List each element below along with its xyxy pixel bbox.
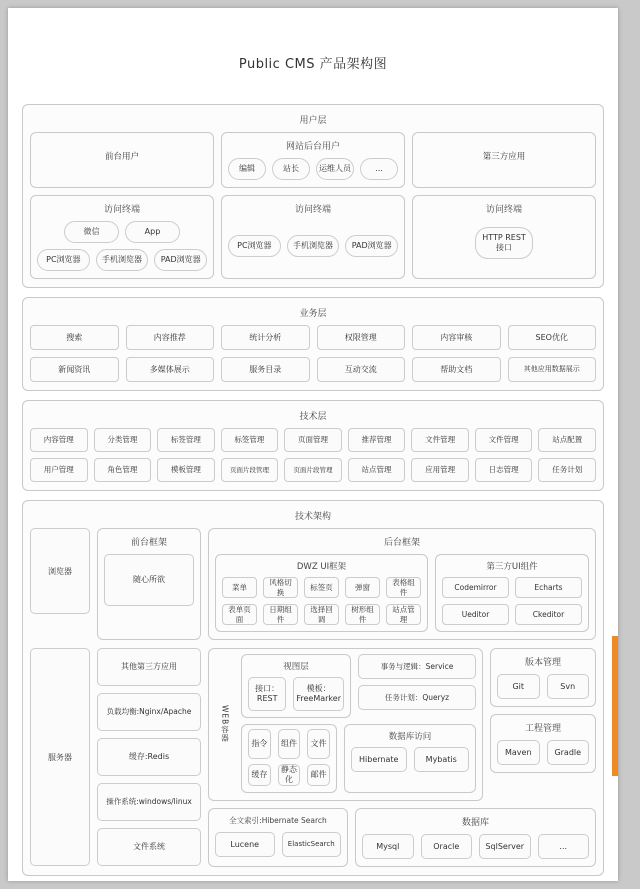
business-item[interactable]: 其他应用数据展示 xyxy=(508,357,597,382)
component-component[interactable]: 组件 xyxy=(278,729,301,759)
db-access-item[interactable]: Mybatis xyxy=(414,747,470,772)
diagram-canvas xyxy=(22,72,604,876)
project-management-title: 工程管理 xyxy=(524,724,561,734)
dwz-item[interactable]: 站点管理 xyxy=(386,604,421,625)
terminal-item[interactable]: PAD浏览器 xyxy=(345,235,398,257)
layer-business xyxy=(22,297,604,391)
third-ui-item[interactable]: Ckeditor xyxy=(515,604,582,625)
technology-item[interactable]: 分类管理 xyxy=(94,428,152,452)
business-item[interactable]: SEO优化 xyxy=(508,325,597,350)
database-item[interactable]: SqlServer xyxy=(479,834,531,859)
view-layer-group xyxy=(241,654,351,718)
web-container-group xyxy=(208,648,483,801)
index-item[interactable]: ElasticSearch xyxy=(282,832,342,857)
frontend-framework-item[interactable]: 随心所欲 xyxy=(104,554,194,606)
frontend-framework-title: 前台框架 xyxy=(130,538,167,548)
business-item[interactable]: 互动交流 xyxy=(317,357,406,382)
technology-item[interactable]: 文件管理 xyxy=(475,428,533,452)
components-top-row xyxy=(248,729,330,759)
layer-technology-title: 技术层 xyxy=(299,412,327,422)
view-layer-items xyxy=(248,677,344,711)
backend-user-group xyxy=(221,132,405,188)
layer-user-title: 用户层 xyxy=(299,116,327,126)
third-party-app-label: 第三方应用 xyxy=(482,151,526,162)
version-control-group xyxy=(490,648,596,707)
backend-user-item[interactable]: 站长 xyxy=(272,158,310,180)
business-item[interactable]: 统计分析 xyxy=(221,325,310,350)
dwz-item[interactable]: 风格切换 xyxy=(263,577,298,598)
view-layer-title: 视图层 xyxy=(283,662,309,672)
terminal-title: 访问终端 xyxy=(294,205,331,215)
business-item[interactable]: 内容推荐 xyxy=(126,325,215,350)
backend-framework-title: 后台框架 xyxy=(383,538,420,548)
technology-item[interactable]: 站点管理 xyxy=(348,458,406,482)
technology-item[interactable]: 用户管理 xyxy=(30,458,88,482)
third-ui-item[interactable]: Codemirror xyxy=(442,577,509,598)
business-item[interactable]: 权限管理 xyxy=(317,325,406,350)
db-access-items xyxy=(351,747,469,772)
db-access-group xyxy=(344,724,476,793)
view-layer-item[interactable]: 接口：REST xyxy=(248,677,286,711)
server-label: 服务器 xyxy=(30,648,90,866)
cache-box[interactable]: 缓存:Redis xyxy=(97,738,201,776)
dwz-item[interactable]: 选择回调 xyxy=(304,604,339,625)
full-text-index-title: 全文索引:Hibernate Search xyxy=(229,816,327,825)
backend-user-item[interactable]: ... xyxy=(360,158,398,180)
terminal-items xyxy=(228,235,398,257)
technology-item[interactable]: 任务计划 xyxy=(538,458,596,482)
full-text-index-items xyxy=(215,832,341,857)
server-stack xyxy=(97,648,201,867)
dwz-item[interactable]: 菜单 xyxy=(222,577,257,598)
component-cache[interactable]: 缓存 xyxy=(248,764,271,786)
component-directive[interactable]: 指令 xyxy=(248,729,271,759)
dwz-item[interactable]: 弹窗 xyxy=(345,577,380,598)
view-and-service-row xyxy=(241,654,476,718)
filesystem-box[interactable]: 文件系统 xyxy=(97,828,201,866)
dwz-ui-title: DWZ UI框架 xyxy=(296,562,347,572)
layer-technology xyxy=(22,400,604,491)
service-box[interactable]: 事务与逻辑：Service xyxy=(358,654,476,679)
business-item[interactable]: 帮助文档 xyxy=(412,357,501,382)
version-control-item[interactable]: Git xyxy=(497,674,540,699)
terminal-item[interactable]: PC浏览器 xyxy=(37,249,90,271)
full-text-index-group xyxy=(208,808,348,867)
third-ui-group xyxy=(435,554,589,632)
terminal-item[interactable]: PAD浏览器 xyxy=(154,249,207,271)
page-edge-accent xyxy=(612,636,618,776)
business-item[interactable]: 搜索 xyxy=(30,325,119,350)
business-item[interactable]: 内容审核 xyxy=(412,325,501,350)
terminal-title: 访问终端 xyxy=(485,205,522,215)
terminal-group-1 xyxy=(30,195,214,279)
view-layer-item[interactable]: 模板：FreeMarker xyxy=(293,677,344,711)
dwz-item[interactable]: 日期组件 xyxy=(263,604,298,625)
other-third-party-app[interactable]: 其他第三方应用 xyxy=(97,648,201,686)
technology-item[interactable]: 日志管理 xyxy=(475,458,533,482)
dwz-item[interactable]: 表格组件 xyxy=(386,577,421,598)
terminal-items-top xyxy=(37,221,207,243)
backend-framework-group xyxy=(208,528,596,640)
page-title: Public CMS 产品架构图 xyxy=(238,57,388,72)
dwz-item[interactable]: 表单页面 xyxy=(222,604,257,625)
component-mail[interactable]: 邮件 xyxy=(307,764,330,786)
layer-business-title: 业务层 xyxy=(299,309,327,319)
layer-architecture-title: 技术架构 xyxy=(294,512,331,522)
browser-label: 浏览器 xyxy=(30,528,90,614)
technology-item[interactable]: 文件管理 xyxy=(411,428,469,452)
third-ui-item[interactable]: Ueditor xyxy=(442,604,509,625)
component-static[interactable]: 静态化 xyxy=(278,764,301,786)
third-ui-item[interactable]: Echarts xyxy=(515,577,582,598)
terminal-items-bottom xyxy=(37,249,207,271)
project-management-group xyxy=(490,714,596,773)
service-group xyxy=(358,654,476,718)
database-group xyxy=(355,808,596,867)
web-container-area xyxy=(208,648,596,867)
version-control-title: 版本管理 xyxy=(524,658,561,668)
technology-items xyxy=(30,428,596,482)
technology-item[interactable]: 推荐管理 xyxy=(348,428,406,452)
business-item[interactable]: 服务目录 xyxy=(221,357,310,382)
os-box[interactable]: 操作系统:windows/linux xyxy=(97,783,201,821)
load-balance-box[interactable]: 负载均衡:Nginx/Apache xyxy=(97,693,201,731)
terminal-item[interactable]: PC浏览器 xyxy=(228,235,281,257)
layer-architecture xyxy=(22,500,604,876)
database-item[interactable]: ... xyxy=(538,834,590,859)
user-top-row xyxy=(30,132,596,188)
third-ui-title: 第三方UI组件 xyxy=(486,562,538,572)
technology-item[interactable]: 站点配置 xyxy=(538,428,596,452)
dwz-item[interactable]: 标签页 xyxy=(304,577,339,598)
architecture-server-row xyxy=(30,648,596,867)
technology-item[interactable]: 页面管理 xyxy=(284,428,342,452)
project-management-items xyxy=(497,740,589,765)
terminal-group-3 xyxy=(412,195,596,279)
frontend-user-group xyxy=(30,132,214,188)
version-control-items xyxy=(497,674,589,699)
terminal-group-2 xyxy=(221,195,405,279)
backend-user-items xyxy=(228,158,398,180)
component-file[interactable]: 文件 xyxy=(307,729,330,759)
project-management-item[interactable]: Gradle xyxy=(547,740,590,765)
terminal-item[interactable]: App xyxy=(125,221,180,243)
business-item[interactable]: 新闻资讯 xyxy=(30,357,119,382)
technology-item[interactable]: 模板管理 xyxy=(157,458,215,482)
dwz-ui-group xyxy=(215,554,428,632)
task-scheduler-box[interactable]: 任务计划：Queryz xyxy=(358,685,476,710)
database-item[interactable]: Mysql xyxy=(362,834,414,859)
frontend-framework-group xyxy=(97,528,201,640)
terminal-item[interactable]: HTTP REST 接口 xyxy=(475,227,533,259)
db-access-title: 数据库访问 xyxy=(388,732,432,742)
backend-framework-cols xyxy=(215,554,589,632)
technology-item[interactable]: 页面片段管理 xyxy=(284,458,342,482)
dwz-item[interactable]: 树形组件 xyxy=(345,604,380,625)
backend-user-item[interactable]: 运维人员 xyxy=(316,158,354,180)
web-container-label: WEB容器 xyxy=(220,704,230,743)
diagram-page xyxy=(8,8,618,881)
technology-item[interactable]: 页面片段管理 xyxy=(221,458,279,482)
architecture-browser-row xyxy=(30,528,596,640)
database-title: 数据库 xyxy=(461,818,489,828)
project-management-item[interactable]: Maven xyxy=(497,740,540,765)
components-and-db-row xyxy=(241,724,476,793)
third-party-app-group xyxy=(412,132,596,188)
components-group xyxy=(241,724,337,793)
backend-user-item[interactable]: 编辑 xyxy=(228,158,266,180)
index-database-row xyxy=(208,808,596,867)
business-items xyxy=(30,325,596,382)
database-item[interactable]: Oracle xyxy=(421,834,473,859)
business-item[interactable]: 多媒体展示 xyxy=(126,357,215,382)
dwz-ui-items xyxy=(222,577,421,625)
technology-item[interactable]: 内容管理 xyxy=(30,428,88,452)
version-control-item[interactable]: Svn xyxy=(547,674,590,699)
web-container-row xyxy=(208,648,596,801)
backend-user-title: 网站后台用户 xyxy=(285,142,340,152)
db-access-item[interactable]: Hibernate xyxy=(351,747,407,772)
technology-item[interactable]: 标签管理 xyxy=(157,428,215,452)
database-items xyxy=(362,834,589,859)
terminal-title: 访问终端 xyxy=(103,205,140,215)
user-terminal-row xyxy=(30,195,596,279)
technology-item[interactable]: 角色管理 xyxy=(94,458,152,482)
technology-item[interactable]: 应用管理 xyxy=(411,458,469,482)
terminal-item[interactable]: 手机浏览器 xyxy=(287,235,340,257)
terminal-item[interactable]: 微信 xyxy=(64,221,119,243)
terminal-item[interactable]: 手机浏览器 xyxy=(96,249,149,271)
components-bottom-row xyxy=(248,764,330,786)
technology-item[interactable]: 标签管理 xyxy=(221,428,279,452)
layer-user xyxy=(22,104,604,288)
frontend-user-label: 前台用户 xyxy=(104,151,139,162)
third-ui-items xyxy=(442,577,582,625)
management-column xyxy=(490,648,596,801)
index-item[interactable]: Lucene xyxy=(215,832,275,857)
terminal-items xyxy=(419,227,589,259)
